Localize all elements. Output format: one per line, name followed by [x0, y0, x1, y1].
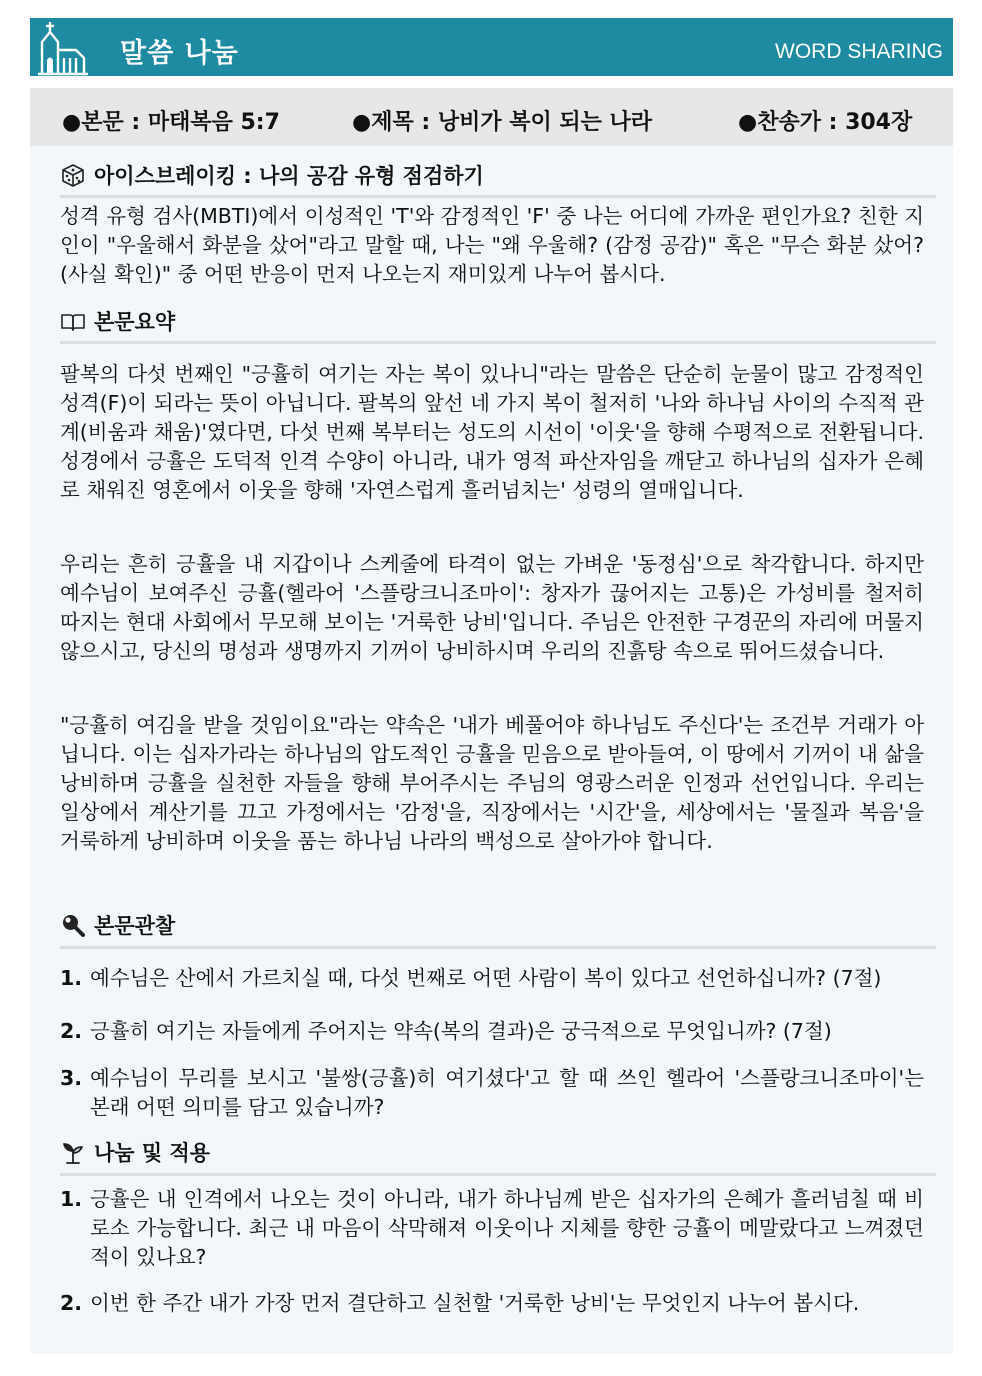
- sermon-title: ●제목 : 낭비가 복이 되는 나라: [352, 110, 653, 135]
- summary-paragraph-2: 우리는 흔히 긍휼을 내 지갑이나 스케줄에 타격이 없는 가벼운 '동정심'으로 착각합니다. 하지만 예수님이 보여주신 긍휼(헬라어 '스플랑크니조마이': 창자가 끊어지는 고통)은 가성비를 철저히 따지는 현대 사회에서 무모해 보이는 '거룩한 낭비'입니다. 주님은 안전한 구경꾼의 자리에 머물지 않으시고, 당신의 명성과 생명까지 기꺼이 낭비하시며 우리의 진흙탕 속으로 뛰어드셨습니다.: [60, 552, 924, 663]
- worksheet: [30, 88, 953, 1354]
- application-heading-text: 나눔 및 적용: [94, 1141, 211, 1165]
- application-question-1: [60, 1185, 924, 1272]
- book-icon: [60, 308, 86, 334]
- question-number: 2.: [60, 1291, 83, 1315]
- application-question-2: [60, 1289, 924, 1318]
- magnifier-icon: [60, 912, 86, 938]
- question-number: 3.: [60, 1066, 83, 1090]
- dice-icon: [60, 162, 86, 188]
- divider: [60, 341, 936, 344]
- icebreak-heading-text: 아이스브레이킹 : 나의 공감 유형 점검하기: [94, 164, 484, 188]
- question-text: 예수님은 산에서 가르치실 때, 다섯 번째로 어떤 사람이 복이 있다고 선언하십니까? (7절): [90, 966, 882, 990]
- icebreak-heading: [60, 160, 484, 190]
- observation-question-3: [60, 1064, 924, 1122]
- church-icon: [36, 20, 92, 76]
- summary-paragraph-3: "긍휼히 여김을 받을 것임이요"라는 약속은 '내가 베풀어야 하나님도 주신다'는 조건부 거래가 아닙니다. 이는 십자가라는 하나님의 압도적인 긍휼을 믿음으로 받아들여, 이 땅에서 기꺼이 내 삶을 낭비하며 긍휼을 실천한 자들을 향해 부어주시는 주님의 영광스러운 인정과 선언입니다. 우리는 일상에서 계산기를 끄고 가정에서는 '감정'을, 직장에서는 '시간'을, 세상에서는 '물질과 복음'을 거룩하게 낭비하며 이웃을 품는 하나님 나라의 백성으로 살아가야 합니다.: [60, 713, 924, 853]
- application-heading: [60, 1137, 210, 1167]
- observation-heading-text: 본문관찰: [94, 914, 176, 938]
- icebreak-text: 성격 유형 검사(MBTI)에서 이성적인 'T'와 감정적인 'F' 중 나는 어디에 가까운 편인가요? 친한 지인이 "우울해서 화분을 샀어"라고 말할 때, 나는 "왜 우울해? (감정 공감)" 혹은 "무슨 화분 샀어? (사실 확인)" 중 어떤 반응이 먼저 나오는지 재미있게 나누어 봅시다.: [60, 204, 924, 286]
- question-number: 1.: [60, 966, 83, 990]
- observation-question-2: [60, 1017, 924, 1046]
- question-text: 긍휼히 여기는 자들에게 주어지는 약속(복의 결과)은 궁극적으로 무엇입니까? (7절): [90, 1019, 832, 1043]
- observation-heading: [60, 910, 175, 940]
- question-number: 2.: [60, 1019, 83, 1043]
- observation-question-1: [60, 964, 924, 993]
- divider: [60, 195, 936, 198]
- question-number: 1.: [60, 1187, 83, 1211]
- question-text: 긍휼은 내 인격에서 나오는 것이 아니라, 내가 하나님께 받은 십자가의 은혜가 흘러넘칠 때 비로소 가능합니다. 최근 내 마음이 삭막해져 이웃이나 지체를 향한 긍휼이 메말랐다고 느껴졌던 적이 있나요?: [90, 1187, 924, 1269]
- question-text: 예수님이 무리를 보시고 '불쌍(긍휼)히 여기셨다'고 할 때 쓰인 헬라어 '스플랑크니조마이'는 본래 어떤 의미를 담고 있습니까?: [90, 1066, 924, 1119]
- summary-paragraph-1: 팔복의 다섯 번째인 "긍휼히 여기는 자는 복이 있나니"라는 말씀은 단순히 눈물이 많고 감정적인 성격(F)이 되라는 뜻이 아닙니다. 팔복의 앞선 네 가지 복이 철저히 '나와 하나님 사이의 수직적 관계(비움과 채움)'였다면, 다섯 번째 복부터는 성도의 시선이 '이웃'을 향해 수평적으로 전환됩니다. 성경에서 긍휼은 도덕적 인격 수양이 아니라, 내가 영적 파산자임을 깨닫고 하나님의 십자가 은혜로 채워진 영혼에서 이웃을 향해 '자연스럽게 흘러넘치는' 성령의 열매입니다.: [60, 362, 924, 502]
- sprout-icon: [60, 1139, 86, 1165]
- scripture-reference: ●본문 : 마태복음 5:7: [62, 110, 280, 135]
- summary-heading-text: 본문요약: [94, 310, 176, 334]
- divider: [60, 946, 936, 949]
- divider: [60, 1173, 936, 1176]
- page-title: 말씀 나눔: [120, 38, 239, 69]
- info-bar: [30, 88, 953, 146]
- header-banner: [30, 18, 953, 76]
- summary-heading: [60, 306, 175, 336]
- page-subtitle: WORD SHARING: [775, 40, 943, 63]
- question-text: 이번 한 주간 내가 가장 먼저 결단하고 실천할 '거룩한 낭비'는 무엇인지 나누어 봅시다.: [90, 1291, 860, 1315]
- hymn-number: ●찬송가 : 304장: [738, 110, 913, 135]
